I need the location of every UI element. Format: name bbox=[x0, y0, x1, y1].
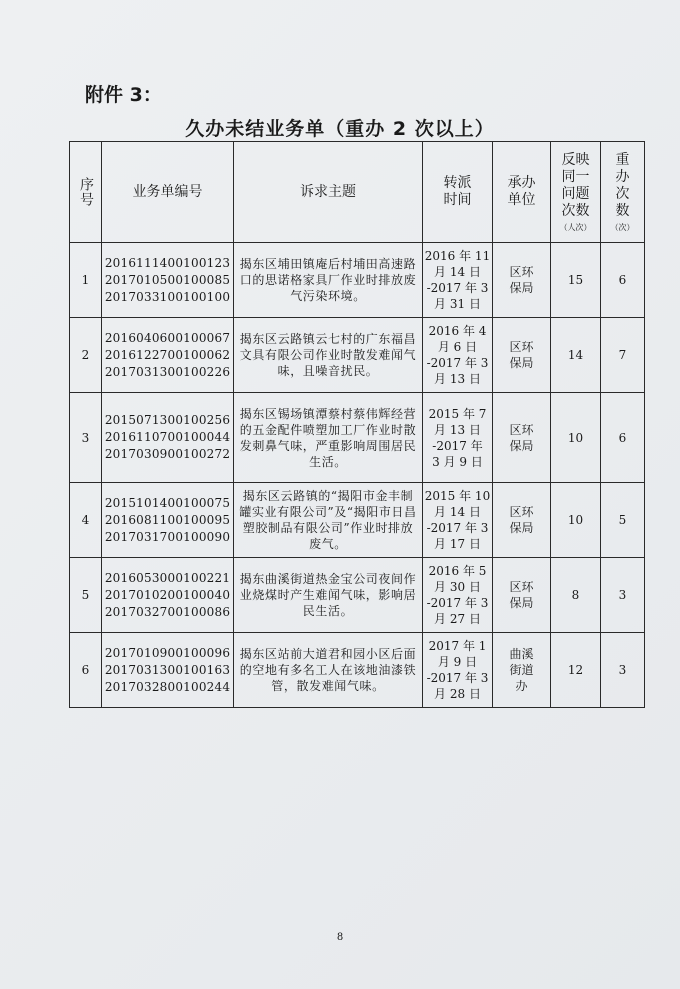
codes-line: 2015101400100075 bbox=[104, 495, 231, 510]
unit-line: 保局 bbox=[509, 596, 534, 610]
unit-line: 保局 bbox=[509, 438, 534, 453]
ticket-codes bbox=[102, 393, 234, 483]
handling-unit bbox=[493, 243, 551, 318]
codes-line: 2017032700100086 bbox=[104, 604, 231, 619]
time-line: 月 9 日 bbox=[437, 655, 478, 669]
unit-line: 保局 bbox=[509, 281, 534, 295]
unit-line: 区环 bbox=[509, 422, 534, 437]
reflect-count: 8 bbox=[551, 558, 601, 633]
time-line: 月 17 日 bbox=[434, 537, 481, 551]
time-line: 月 28 日 bbox=[434, 687, 481, 701]
unit-line: 区环 bbox=[509, 265, 534, 279]
transfer-time bbox=[423, 483, 493, 558]
time-line: 月 27 日 bbox=[434, 612, 481, 626]
codes-line: 2017010500100085 bbox=[104, 272, 231, 287]
redo-count: 7 bbox=[601, 318, 645, 393]
codes-line: 2017032800100244 bbox=[104, 679, 231, 694]
time-line: -2017 年 3 bbox=[426, 671, 489, 685]
table-row bbox=[70, 393, 645, 483]
redo-count: 3 bbox=[601, 558, 645, 633]
time-line: 月 6 日 bbox=[437, 340, 478, 354]
complaint-topic: 揭东区云路镇云七村的广东福昌文具有限公司作业时散发难闻气味，且噪音扰民。 bbox=[234, 318, 423, 393]
reflect-count: 10 bbox=[551, 483, 601, 558]
codes-line: 2017031300100163 bbox=[104, 662, 231, 677]
complaint-topic: 揭东区埔田镇庵后村埔田高速路口的思诺格家具厂作业时排放废气污染环境。 bbox=[234, 243, 423, 318]
time-line: -2017 年 3 bbox=[426, 281, 489, 295]
handling-unit bbox=[493, 633, 551, 708]
reflect-count: 10 bbox=[551, 393, 601, 483]
header-time: 转派时间 bbox=[423, 142, 493, 243]
codes-line: 2017030900100272 bbox=[104, 447, 231, 461]
transfer-time bbox=[423, 633, 493, 708]
complaint-topic: 揭东区锡场镇潭蔡村蔡伟辉经营的五金配件喷塑加工厂作业时散发刺鼻气味，严重影响周围居民生活。 bbox=[234, 393, 423, 483]
table-row bbox=[70, 483, 645, 558]
time-line: -2017 年 bbox=[432, 438, 483, 453]
codes-line: 2016053000100221 bbox=[104, 570, 231, 585]
unit-line: 区环 bbox=[509, 340, 534, 354]
time-line: 2016 年 4 bbox=[428, 324, 487, 338]
unit-line: 保局 bbox=[509, 356, 534, 370]
handling-unit bbox=[493, 393, 551, 483]
codes-line: 2017033100100100 bbox=[104, 289, 231, 304]
codes-line: 2016122700100062 bbox=[104, 347, 231, 362]
codes-line: 2016081100100095 bbox=[104, 512, 231, 527]
reflect-count: 12 bbox=[551, 633, 601, 708]
table-header-row bbox=[70, 142, 645, 243]
unit-line: 区环 bbox=[509, 505, 534, 519]
handling-unit bbox=[493, 558, 551, 633]
unit-line: 区环 bbox=[509, 580, 534, 594]
unit-line: 保局 bbox=[509, 521, 534, 535]
header-reflect-count: 反映同一问题次数 （人次） bbox=[551, 142, 601, 243]
page-number: 8 bbox=[336, 932, 344, 943]
time-line: 月 14 日 bbox=[434, 505, 481, 519]
header-topic: 诉求主题 bbox=[234, 142, 423, 243]
codes-line: 2017031300100226 bbox=[104, 364, 231, 379]
unit-line: 街道 bbox=[509, 663, 534, 677]
ticket-codes bbox=[102, 483, 234, 558]
row-index: 3 bbox=[70, 393, 102, 483]
transfer-time bbox=[423, 393, 493, 483]
codes-line: 2016110700100044 bbox=[104, 430, 231, 444]
document-title: 久办未结业务单（重办 2 次以上） bbox=[185, 118, 495, 140]
time-line: 2015 年 10 bbox=[424, 489, 491, 503]
time-line: 2016 年 5 bbox=[428, 564, 487, 578]
complaint-topic: 揭东曲溪街道热金宝公司夜间作业烧煤时产生难闻气味，影响居民生活。 bbox=[234, 558, 423, 633]
time-line: 月 30 日 bbox=[434, 580, 481, 594]
time-line: 3 月 9 日 bbox=[432, 454, 483, 469]
redo-count: 6 bbox=[601, 243, 645, 318]
row-index: 4 bbox=[70, 483, 102, 558]
time-line: -2017 年 3 bbox=[426, 521, 489, 535]
reflect-count: 14 bbox=[551, 318, 601, 393]
codes-line: 2015071300100256 bbox=[104, 413, 231, 427]
time-line: 月 13 日 bbox=[434, 422, 481, 437]
transfer-time bbox=[423, 558, 493, 633]
ticket-codes bbox=[102, 243, 234, 318]
row-index: 2 bbox=[70, 318, 102, 393]
codes-line: 2017010900100096 bbox=[104, 645, 231, 660]
header-index: 序号 bbox=[70, 142, 102, 243]
ticket-codes bbox=[102, 633, 234, 708]
ticket-codes bbox=[102, 318, 234, 393]
table-row bbox=[70, 633, 645, 708]
time-line: 2017 年 1 bbox=[428, 639, 487, 653]
table-row bbox=[70, 318, 645, 393]
complaint-topic: 揭东区云路镇的“揭阳市金丰制罐实业有限公司”及“揭阳市日昌塑胶制品有限公司”作业时排放废气。 bbox=[234, 483, 423, 558]
table-row bbox=[70, 243, 645, 318]
codes-line: 2017010200100040 bbox=[104, 587, 231, 602]
table-row bbox=[70, 558, 645, 633]
time-line: 月 31 日 bbox=[434, 297, 481, 311]
redo-count: 5 bbox=[601, 483, 645, 558]
header-redo-count: 重办次数 （次） bbox=[601, 142, 645, 243]
row-index: 5 bbox=[70, 558, 102, 633]
transfer-time bbox=[423, 318, 493, 393]
overdue-tickets-table bbox=[69, 141, 645, 708]
reflect-count: 15 bbox=[551, 243, 601, 318]
time-line: 月 13 日 bbox=[434, 372, 481, 386]
codes-line: 2016040600100067 bbox=[104, 330, 231, 345]
complaint-topic: 揭东区站前大道君和园小区后面的空地有多名工人在该地油漆铁管，散发难闻气味。 bbox=[234, 633, 423, 708]
codes-line: 2016111400100123 bbox=[104, 255, 231, 270]
time-line: -2017 年 3 bbox=[426, 356, 489, 370]
unit-line: 办 bbox=[515, 679, 528, 693]
time-line: 月 14 日 bbox=[434, 265, 481, 279]
unit-line: 曲溪 bbox=[509, 647, 534, 661]
redo-count: 6 bbox=[601, 393, 645, 483]
time-line: -2017 年 3 bbox=[426, 596, 489, 610]
time-line: 2016 年 11 bbox=[424, 249, 491, 263]
header-unit: 承办单位 bbox=[493, 142, 551, 243]
header-redo-unit: （次） bbox=[610, 222, 635, 232]
row-index: 1 bbox=[70, 243, 102, 318]
row-index: 6 bbox=[70, 633, 102, 708]
attachment-label: 附件 3： bbox=[85, 84, 162, 106]
transfer-time bbox=[423, 243, 493, 318]
handling-unit bbox=[493, 318, 551, 393]
header-codes: 业务单编号 bbox=[102, 142, 234, 243]
handling-unit bbox=[493, 483, 551, 558]
redo-count: 3 bbox=[601, 633, 645, 708]
header-reflect-unit: （人次） bbox=[559, 222, 592, 232]
ticket-codes bbox=[102, 558, 234, 633]
time-line: 2015 年 7 bbox=[428, 406, 487, 421]
codes-line: 2017031700100090 bbox=[104, 529, 231, 544]
